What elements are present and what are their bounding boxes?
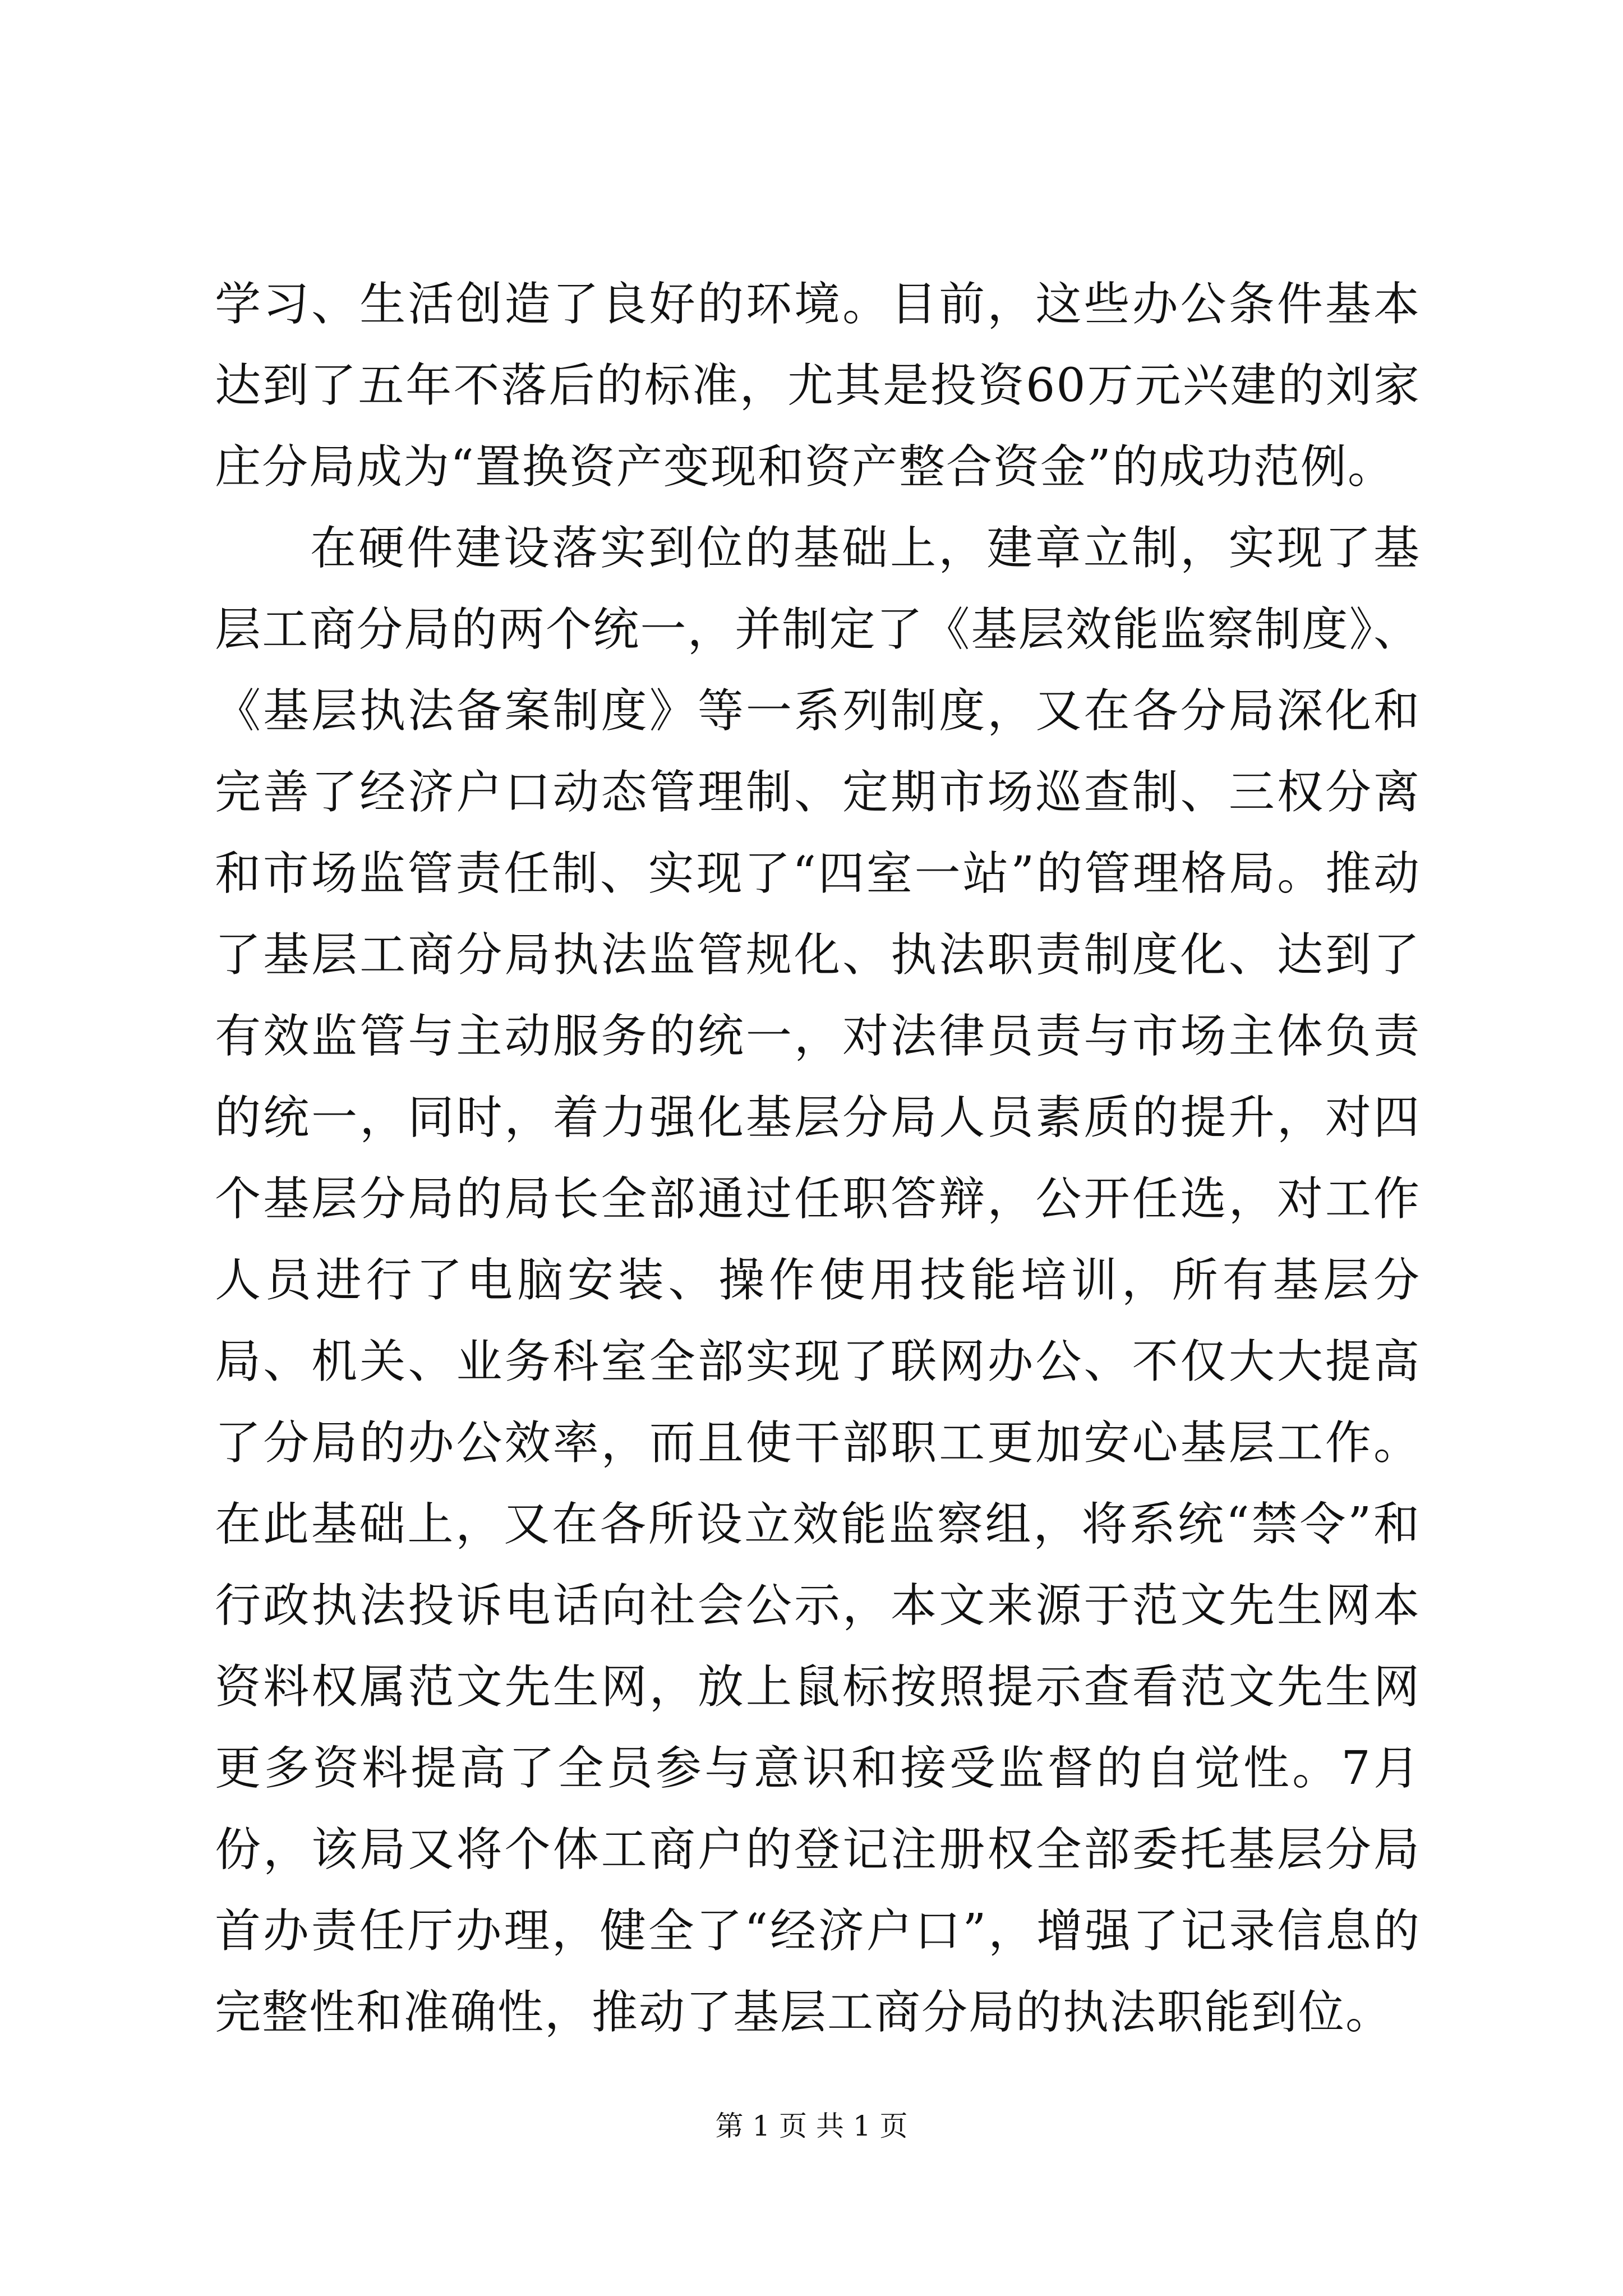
paragraph-continued: 学习、生活创造了良好的环境。目前，这些办公条件基本达到了五年不落后的标准，尤其是投资60万元兴建的刘家庄分局成为“置换资产变现和资产整合资金”的成功范例。: [215, 278, 1421, 494]
page-number-footer: 第 1 页 共 1 页: [715, 2110, 908, 2142]
document-body: [215, 264, 1421, 2053]
paragraph-main: 在硬件建设落实到位的基础上，建章立制，实现了基层工商分局的两个统一，并制定了《基层效能监察制度》、《基层执法备案制度》等一系列制度，又在各分局深化和完善了经济户口动态管理制、定期市场巡查制、三权分离和市场监管责任制、实现了“四室一站”的管理格局。推动了基层工商分局执法监管规化、执法职责制度化、达到了有效监管与主动服务的统一，对法律员责与市场主体负责的统一，同时，着力强化基层分局人员素质的提升，对四个基层分局的局长全部通过任职答辩，公开任选，对工作人员进行了电脑安装、操作使用技能培训，所有基层分局、机关、业务科室全部实现了联网办公、不仅大大提高了分局的办公效率，而且使干部职工更加安心基层工作。在此基础上，又在各所设立效能监察组，将系统“禁令”和行政执法投诉电话向社会公示，本文来源于范文先生网本资料权属范文先生网，放上鼠标按照提示查看范文先生网更多资料提高了全员参与意识和接受监督的自觉性。7月份，该局又将个体工商户的登记注册权全部委托基层分局首办责任厅办理，健全了“经济户口”，增强了记录信息的完整性和准确性，推动了基层工商分局的执法职能到位。: [215, 522, 1421, 2039]
